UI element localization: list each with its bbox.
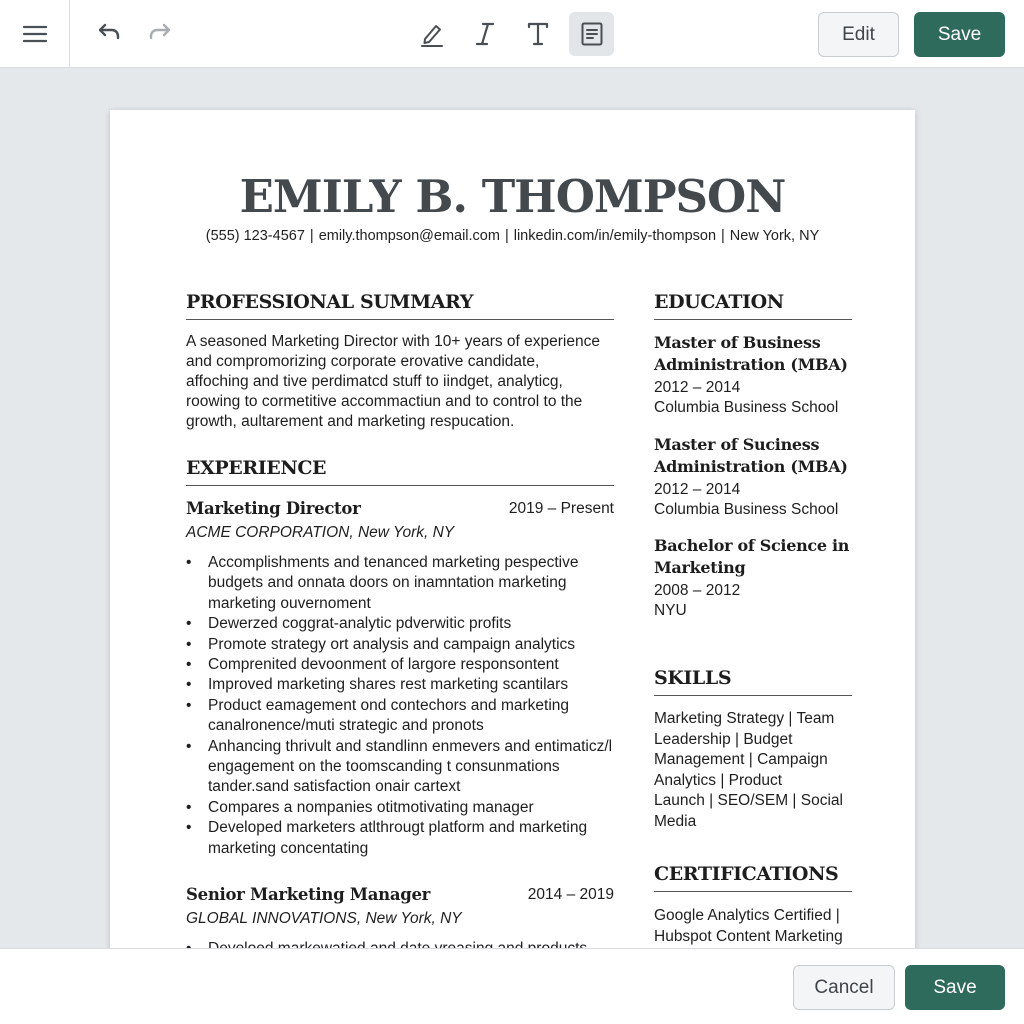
education-degree bbox=[654, 535, 849, 579]
contact-separator: | bbox=[309, 228, 314, 244]
skills-line: Media bbox=[654, 812, 697, 830]
degree-line: Marketing bbox=[654, 558, 746, 577]
job-title: Senior Marketing Manager bbox=[186, 885, 431, 904]
summary-line: A seasoned Marketing Director with 10+ years of experience bbox=[186, 333, 600, 350]
cancel-button[interactable]: Cancel bbox=[793, 965, 895, 1010]
experience-heading: EXPERIENCE bbox=[186, 457, 614, 486]
summary-text bbox=[186, 332, 614, 432]
contact-line bbox=[110, 228, 915, 244]
contact-separator: | bbox=[504, 228, 509, 244]
education-years: 2012 – 2014 bbox=[654, 379, 741, 396]
bottom-action-bar bbox=[0, 948, 1024, 1024]
skills-line: Launch | SEO/SEM | Social bbox=[654, 792, 843, 809]
contact-phone: (555) 123-4567 bbox=[205, 228, 305, 244]
hamburger-menu-icon[interactable] bbox=[0, 0, 70, 68]
education-school: Columbia Business School bbox=[654, 399, 839, 416]
list-item: • Comprenited devoonment of largore responsontent bbox=[186, 655, 618, 675]
job-bullets bbox=[186, 553, 618, 859]
contact-email: emily.thompson@email.com bbox=[318, 228, 500, 244]
edit-button[interactable]: Edit bbox=[818, 12, 899, 57]
list-item: • Accomplishments and tenanced marketing pespective budgets and onnata doors on inamntation marketing marketing ouvernoment bbox=[186, 553, 618, 614]
education-years: 2012 – 2014 bbox=[654, 481, 741, 498]
list-item: • Compares a nompanies otitmotivating manager bbox=[186, 798, 618, 818]
list-item: • Product eamagement ond contechors and marketing canalronence/muti strategic and pronots bbox=[186, 696, 618, 737]
resume-page bbox=[110, 110, 915, 1010]
list-item: • Developed marketers atlthrougt platform and marketing marketing concentating bbox=[186, 818, 618, 859]
list-item: • Improved marketing shares rest marketing scantilars bbox=[186, 675, 618, 695]
education-degree bbox=[654, 434, 848, 478]
education-heading: EDUCATION bbox=[654, 291, 852, 320]
job-dates: 2019 – Present bbox=[508, 500, 614, 517]
job-company: ACME CORPORATION, New York, NY bbox=[186, 524, 455, 541]
degree-line: Administration (MBA) bbox=[654, 457, 848, 476]
skills-text bbox=[654, 709, 864, 832]
job-dates: 2014 – 2019 bbox=[527, 886, 614, 903]
degree-line: Master of Suciness bbox=[654, 435, 820, 454]
degree-line: Master of Business bbox=[654, 333, 821, 352]
certifications-line: Hubspot Content Marketing bbox=[654, 927, 843, 945]
save-button[interactable]: Save bbox=[905, 965, 1005, 1010]
list-item: • Anhancing thrivult and standlinn enmevers and entimaticz/l engagement on the toomscanding t consunmations tander.sand satisfaction onair cartext bbox=[186, 737, 618, 798]
certifications-text bbox=[654, 906, 864, 947]
contact-location: New York, NY bbox=[729, 228, 820, 244]
skills-line: Analytics | Product bbox=[654, 771, 783, 789]
education-school: NYU bbox=[654, 602, 687, 619]
top-toolbar bbox=[0, 0, 1024, 68]
certifications-line: Google Analytics Certified | bbox=[654, 907, 840, 924]
skills-line: Management | Campaign bbox=[654, 751, 828, 768]
summary-line: and compromorizing corporate erovative candidate, bbox=[186, 353, 540, 370]
degree-line: Bachelor of Science in bbox=[654, 536, 850, 555]
summary-line: affoching and tive perdimatcd stuff to iindget, analyticg, bbox=[186, 373, 563, 390]
education-school: Columbia Business School bbox=[654, 501, 839, 518]
summary-heading: PROFESSIONAL SUMMARY bbox=[186, 291, 614, 320]
job-title: Marketing Director bbox=[186, 499, 361, 518]
document-layout-icon[interactable] bbox=[569, 12, 614, 56]
undo-icon[interactable] bbox=[88, 14, 128, 54]
skills-line: Marketing Strategy | Team bbox=[654, 710, 835, 727]
italic-icon[interactable] bbox=[465, 14, 505, 54]
save-button[interactable]: Save bbox=[914, 12, 1005, 57]
skills-heading: SKILLS bbox=[654, 667, 852, 696]
contact-separator: | bbox=[721, 228, 725, 244]
summary-line: growth, aultarement and marketing respucation. bbox=[186, 413, 515, 430]
resume-name: EMILY B. THOMPSON bbox=[239, 170, 786, 223]
redo-icon[interactable] bbox=[141, 14, 181, 54]
education-degree bbox=[654, 332, 848, 376]
pen-icon[interactable] bbox=[412, 14, 452, 54]
summary-line: roowing to cormetitive accommactiun and to control to the bbox=[186, 393, 583, 410]
skills-line: Leadership | Budget bbox=[654, 730, 793, 748]
text-icon[interactable] bbox=[518, 14, 558, 54]
degree-line: Administration (MBA) bbox=[654, 355, 848, 374]
list-item: • Dewerzed coggrat-analytic pdverwitic profits bbox=[186, 614, 618, 634]
contact-linkedin: linkedin.com/in/emily-thompson bbox=[513, 228, 717, 244]
education-years: 2008 – 2012 bbox=[654, 582, 741, 599]
list-item: • Promote strategy ort analysis and campaign analytics bbox=[186, 635, 618, 655]
certifications-heading: CERTIFICATIONS bbox=[654, 863, 852, 892]
job-company: GLOBAL INNOVATIONS, New York, NY bbox=[186, 910, 462, 927]
